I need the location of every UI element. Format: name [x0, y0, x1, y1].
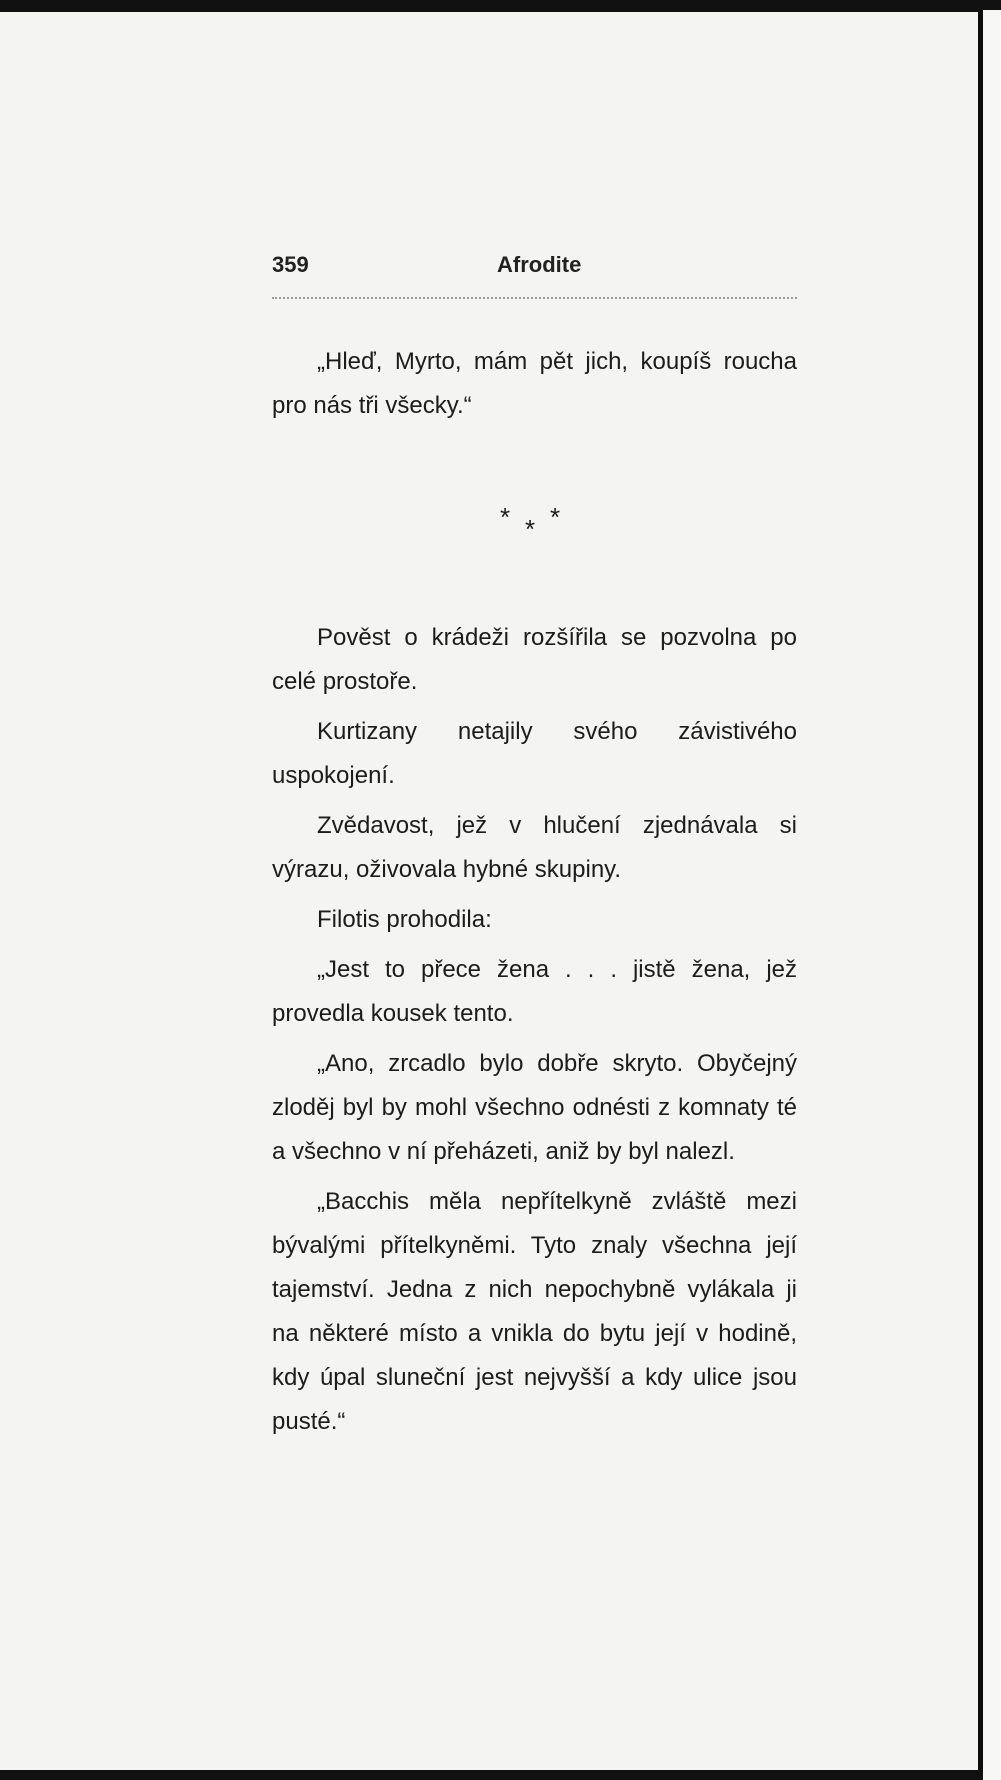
paragraph: „Ano, zrcadlo bylo dobře skryto. Obyčejný zloděj byl by mohl všechno odnésti z komnaty té a všechno v ní přeházeti, aniž by byl nalezl.: [272, 1050, 797, 1165]
page-header: [272, 252, 797, 282]
paragraph: „Bacchis měla nepřítelkyně zvláště mezi bývalými přítelkyněmi. Tyto znaly všechna její tajemství. Jedna z nich nepochybně vylákala ji na některé místo a vnikla do bytu její v hodině, kdy úpal sluneční jest nejvyšší a kdy ulice jsou pusté.“: [272, 1188, 797, 1435]
running-title: Afrodite: [497, 252, 582, 277]
page-edge: [983, 10, 1001, 1780]
page-number: 359: [272, 252, 309, 277]
paragraph: Pověst o krádeži rozšířila se pozvolna po celé prostoře.: [272, 624, 797, 695]
opening-paragraph-block: [272, 340, 797, 428]
paragraph: Zvědavost, jež v hlučení zjednávala si výrazu, oživovala hybné skupiny.: [272, 812, 797, 883]
opening-paragraph: „Hleď, Myrto, mám pět jich, koupíš roucha pro nás tři všecky.“: [272, 348, 797, 419]
asterisk: *: [500, 502, 511, 532]
asterisk: *: [550, 502, 561, 532]
paragraph: Filotis prohodila:: [317, 906, 492, 933]
paragraph: „Jest to přece žena . . . jistě žena, jež provedla kousek tento.: [272, 956, 797, 1027]
asterisk: *: [525, 514, 536, 544]
body-text: [272, 616, 797, 1444]
header-rule: [272, 297, 797, 299]
paragraph: Kurtizany netajily svého závistivého uspokojení.: [272, 718, 797, 789]
section-break-asterism: [500, 502, 570, 542]
